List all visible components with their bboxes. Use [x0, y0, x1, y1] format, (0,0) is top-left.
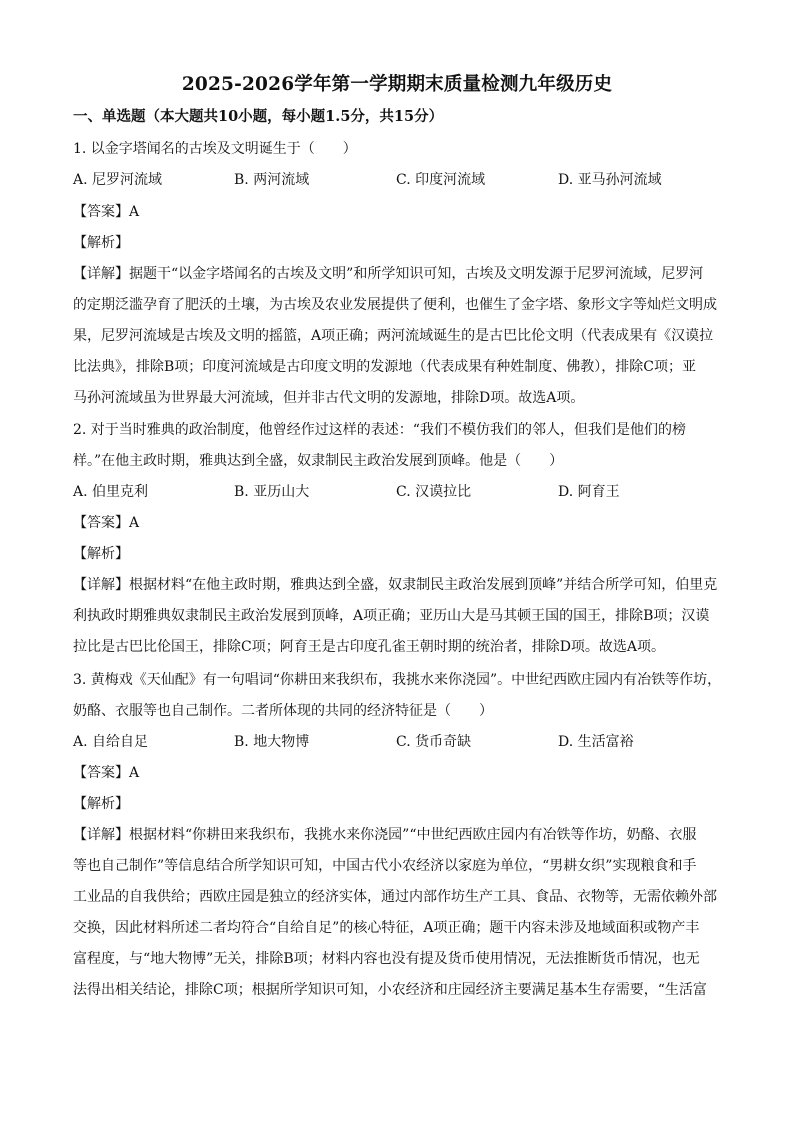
question-1-option-c: C. 印度河流域: [396, 172, 486, 188]
question-3-detail-line: 富程度，与“地大物博”无关，排除B项；材料内容也没有提及货币使用情况，无法推断货币情况，也无: [73, 951, 700, 967]
question-3-option-a: A. 自给自足: [73, 734, 149, 750]
question-3-detail-line: 【详解】根据材料“你耕田来我织布，我挑水来你浇园”“中世纪西欧庄园内有冶铁等作坊，奶酪、衣服: [73, 827, 697, 843]
question-1-detail-line: 的定期泛滥孕育了肥沃的土壤，为古埃及农业发展提供了便利，也催生了金字塔、象形文字等灿烂文明成: [73, 297, 717, 313]
question-2-option-a: A. 伯里克利: [73, 484, 149, 500]
question-2-stem-line: 2. 对于当时雅典的政治制度，他曾经作过这样的表述：“我们不模仿我们的邻人，但我们是他们的榜: [73, 422, 686, 438]
question-2-option-d: D. 阿育王: [558, 484, 620, 500]
question-1-option-d: D. 亚马孙河流域: [558, 172, 662, 188]
question-1-option-a: A. 尼罗河流域: [73, 172, 163, 188]
question-3-answer: 【答案】A: [73, 765, 140, 781]
question-3-stem-line: 奶酪、衣服等也自己制作。二者所体现的共同的经济特征是（ ）: [73, 703, 493, 719]
question-2-answer: 【答案】A: [73, 515, 140, 531]
page-title: 2025-2026学年第一学期期末质量检测九年级历史: [181, 74, 613, 95]
question-3-detail-line: 工业品的自我供给；西欧庄园是独立的经济实体，通过内部作坊生产工具、食品、衣物等，无需依赖外部: [73, 889, 717, 905]
question-1-detail-line: 马孙河流域虽为世界最大河流域，但并非古代文明的发源地，排除D项。故选A项。: [73, 390, 585, 406]
question-2-detail-line: 【详解】根据材料“在他主政时期，雅典达到全盛，奴隶制民主政治发展到顶峰”并结合所学可知，伯里克: [73, 577, 718, 593]
question-3-analysis-label: 【解析】: [73, 796, 129, 812]
question-3-stem-line: 3. 黄梅戏《天仙配》有一句唱词“你耕田来我织布，我挑水来你浇园”。中世纪西欧庄园内有冶铁等作坊，: [73, 672, 722, 688]
question-2-analysis-label: 【解析】: [73, 546, 129, 562]
question-1-answer: 【答案】A: [73, 204, 140, 220]
question-1-stem: 1. 以金字塔闻名的古埃及文明诞生于（ ）: [73, 141, 357, 157]
question-1-detail-line: 比法典》，排除B项；印度河流域是古印度文明的发源地（代表成果有种姓制度、佛教），排除C项；亚: [73, 359, 696, 375]
question-1-detail-line: 果，尼罗河流域是古埃及文明的摇篮，A项正确；两河流域诞生的是古巴比伦文明（代表成果有《汉谟拉: [73, 328, 714, 344]
question-2-option-b: B. 亚历山大: [234, 484, 310, 500]
question-3-detail-line: 等也自己制作”等信息结合所学知识可知，中国古代小农经济以家庭为单位，“男耕女织”实现粮食和手: [73, 858, 697, 874]
question-3-detail-line: 法得出相关结论，排除C项；根据所学知识可知，小农经济和庄园经济主要满足基本生存需要，“生活富: [73, 982, 707, 998]
question-3-option-c: C. 货币奇缺: [396, 734, 472, 750]
question-2-detail-line: 利执政时期雅典奴隶制民主政治发展到顶峰，A项正确；亚历山大是马其顿王国的国王，排除B项；汉谟: [73, 608, 710, 624]
question-2-option-c: C. 汉谟拉比: [396, 484, 472, 500]
section-heading: 一、单选题（本大题共10小题，每小题1.5分，共15分）: [73, 108, 444, 125]
question-3-option-b: B. 地大物博: [234, 734, 310, 750]
question-2-detail-line: 拉比是古巴比伦国王，排除C项；阿育王是古印度孔雀王朝时期的统治者，排除D项。故选A项。: [73, 639, 666, 655]
question-1-option-b: B. 两河流域: [234, 172, 310, 188]
question-1-detail-line: 【详解】据题干“以金字塔闻名的古埃及文明”和所学知识可知，古埃及文明发源于尼罗河流域，尼罗河: [73, 266, 704, 282]
question-3-option-d: D. 生活富裕: [558, 734, 634, 750]
question-3-detail-line: 交换，因此材料所述二者均符合“自给自足”的核心特征，A项正确；题干内容未涉及地域面积或物产丰: [73, 920, 700, 936]
question-1-analysis-label: 【解析】: [73, 235, 129, 251]
question-2-stem-line: 样。”在他主政时期，雅典达到全盛，奴隶制民主政治发展到顶峰。他是（ ）: [73, 453, 564, 469]
